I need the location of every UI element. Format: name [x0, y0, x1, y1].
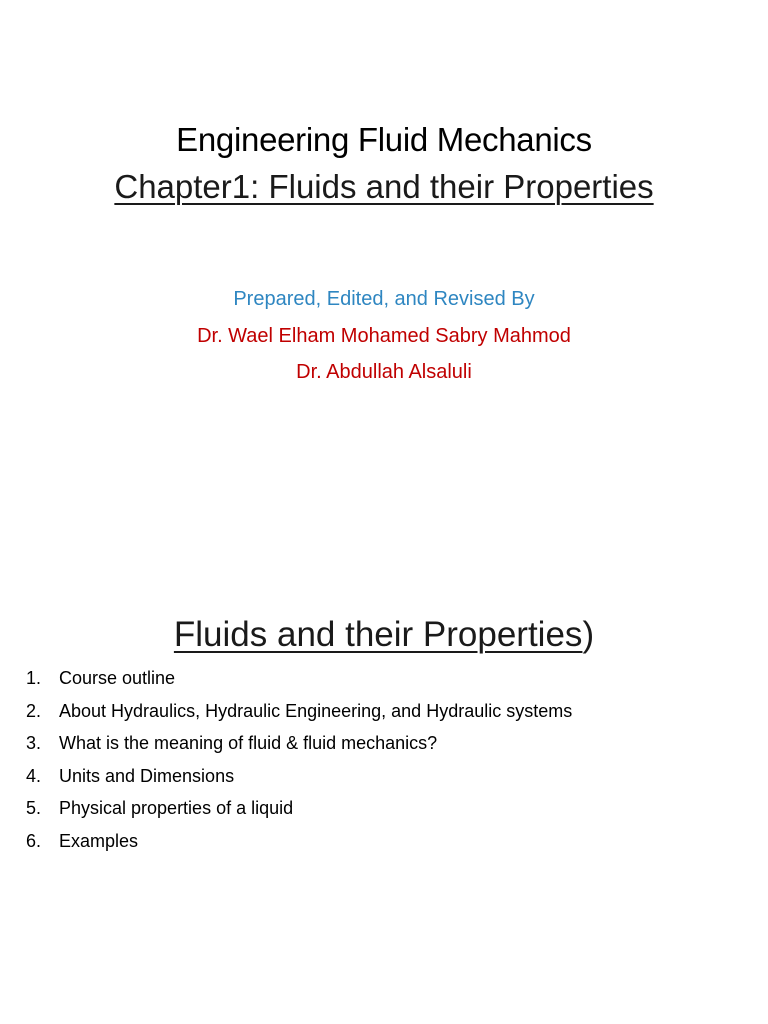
- list-item-text: Examples: [59, 830, 139, 851]
- list-item: [26, 695, 572, 728]
- list-item-text: What is the meaning of fluid & fluid mechanics?: [59, 733, 438, 753]
- list-item-text: Units and Dimensions: [59, 765, 235, 786]
- list-item-number: 1.: [26, 668, 42, 688]
- list-item-number: 3.: [26, 733, 42, 753]
- list-item-number: 4.: [26, 765, 42, 786]
- list-item: [26, 825, 572, 858]
- author-name-1: Dr. Wael Elham Mohamed Sabry Mahmod: [197, 325, 571, 347]
- list-item: [26, 727, 572, 760]
- list-item: [26, 662, 572, 695]
- author-name-2: Dr. Abdullah Alsaluli: [296, 361, 472, 383]
- list-item-text: Physical properties of a liquid: [59, 798, 294, 818]
- list-item-number: 5.: [26, 798, 42, 818]
- list-item-text: About Hydraulics, Hydraulic Engineering, and Hydraulic systems: [59, 700, 573, 721]
- outline-title: [0, 612, 768, 658]
- list-item-number: 6.: [26, 830, 42, 851]
- list-item: [26, 792, 572, 825]
- prepared-by-label: Prepared, Edited, and Revised By: [233, 288, 535, 310]
- outline-title-text: Fluids and their Properties: [173, 615, 583, 654]
- list-item-number: 2.: [26, 700, 42, 721]
- outline-slide: [0, 512, 768, 1024]
- list-item-text: Course outline: [59, 668, 176, 688]
- outline-list: [26, 662, 572, 857]
- outline-title-suffix: ): [582, 615, 595, 654]
- list-item: [26, 760, 572, 793]
- chapter-subtitle-text: Chapter1: Fluids and their Properties: [114, 168, 654, 205]
- document-title: Engineering Fluid Mechanics: [176, 121, 592, 158]
- chapter-subtitle: [0, 166, 768, 208]
